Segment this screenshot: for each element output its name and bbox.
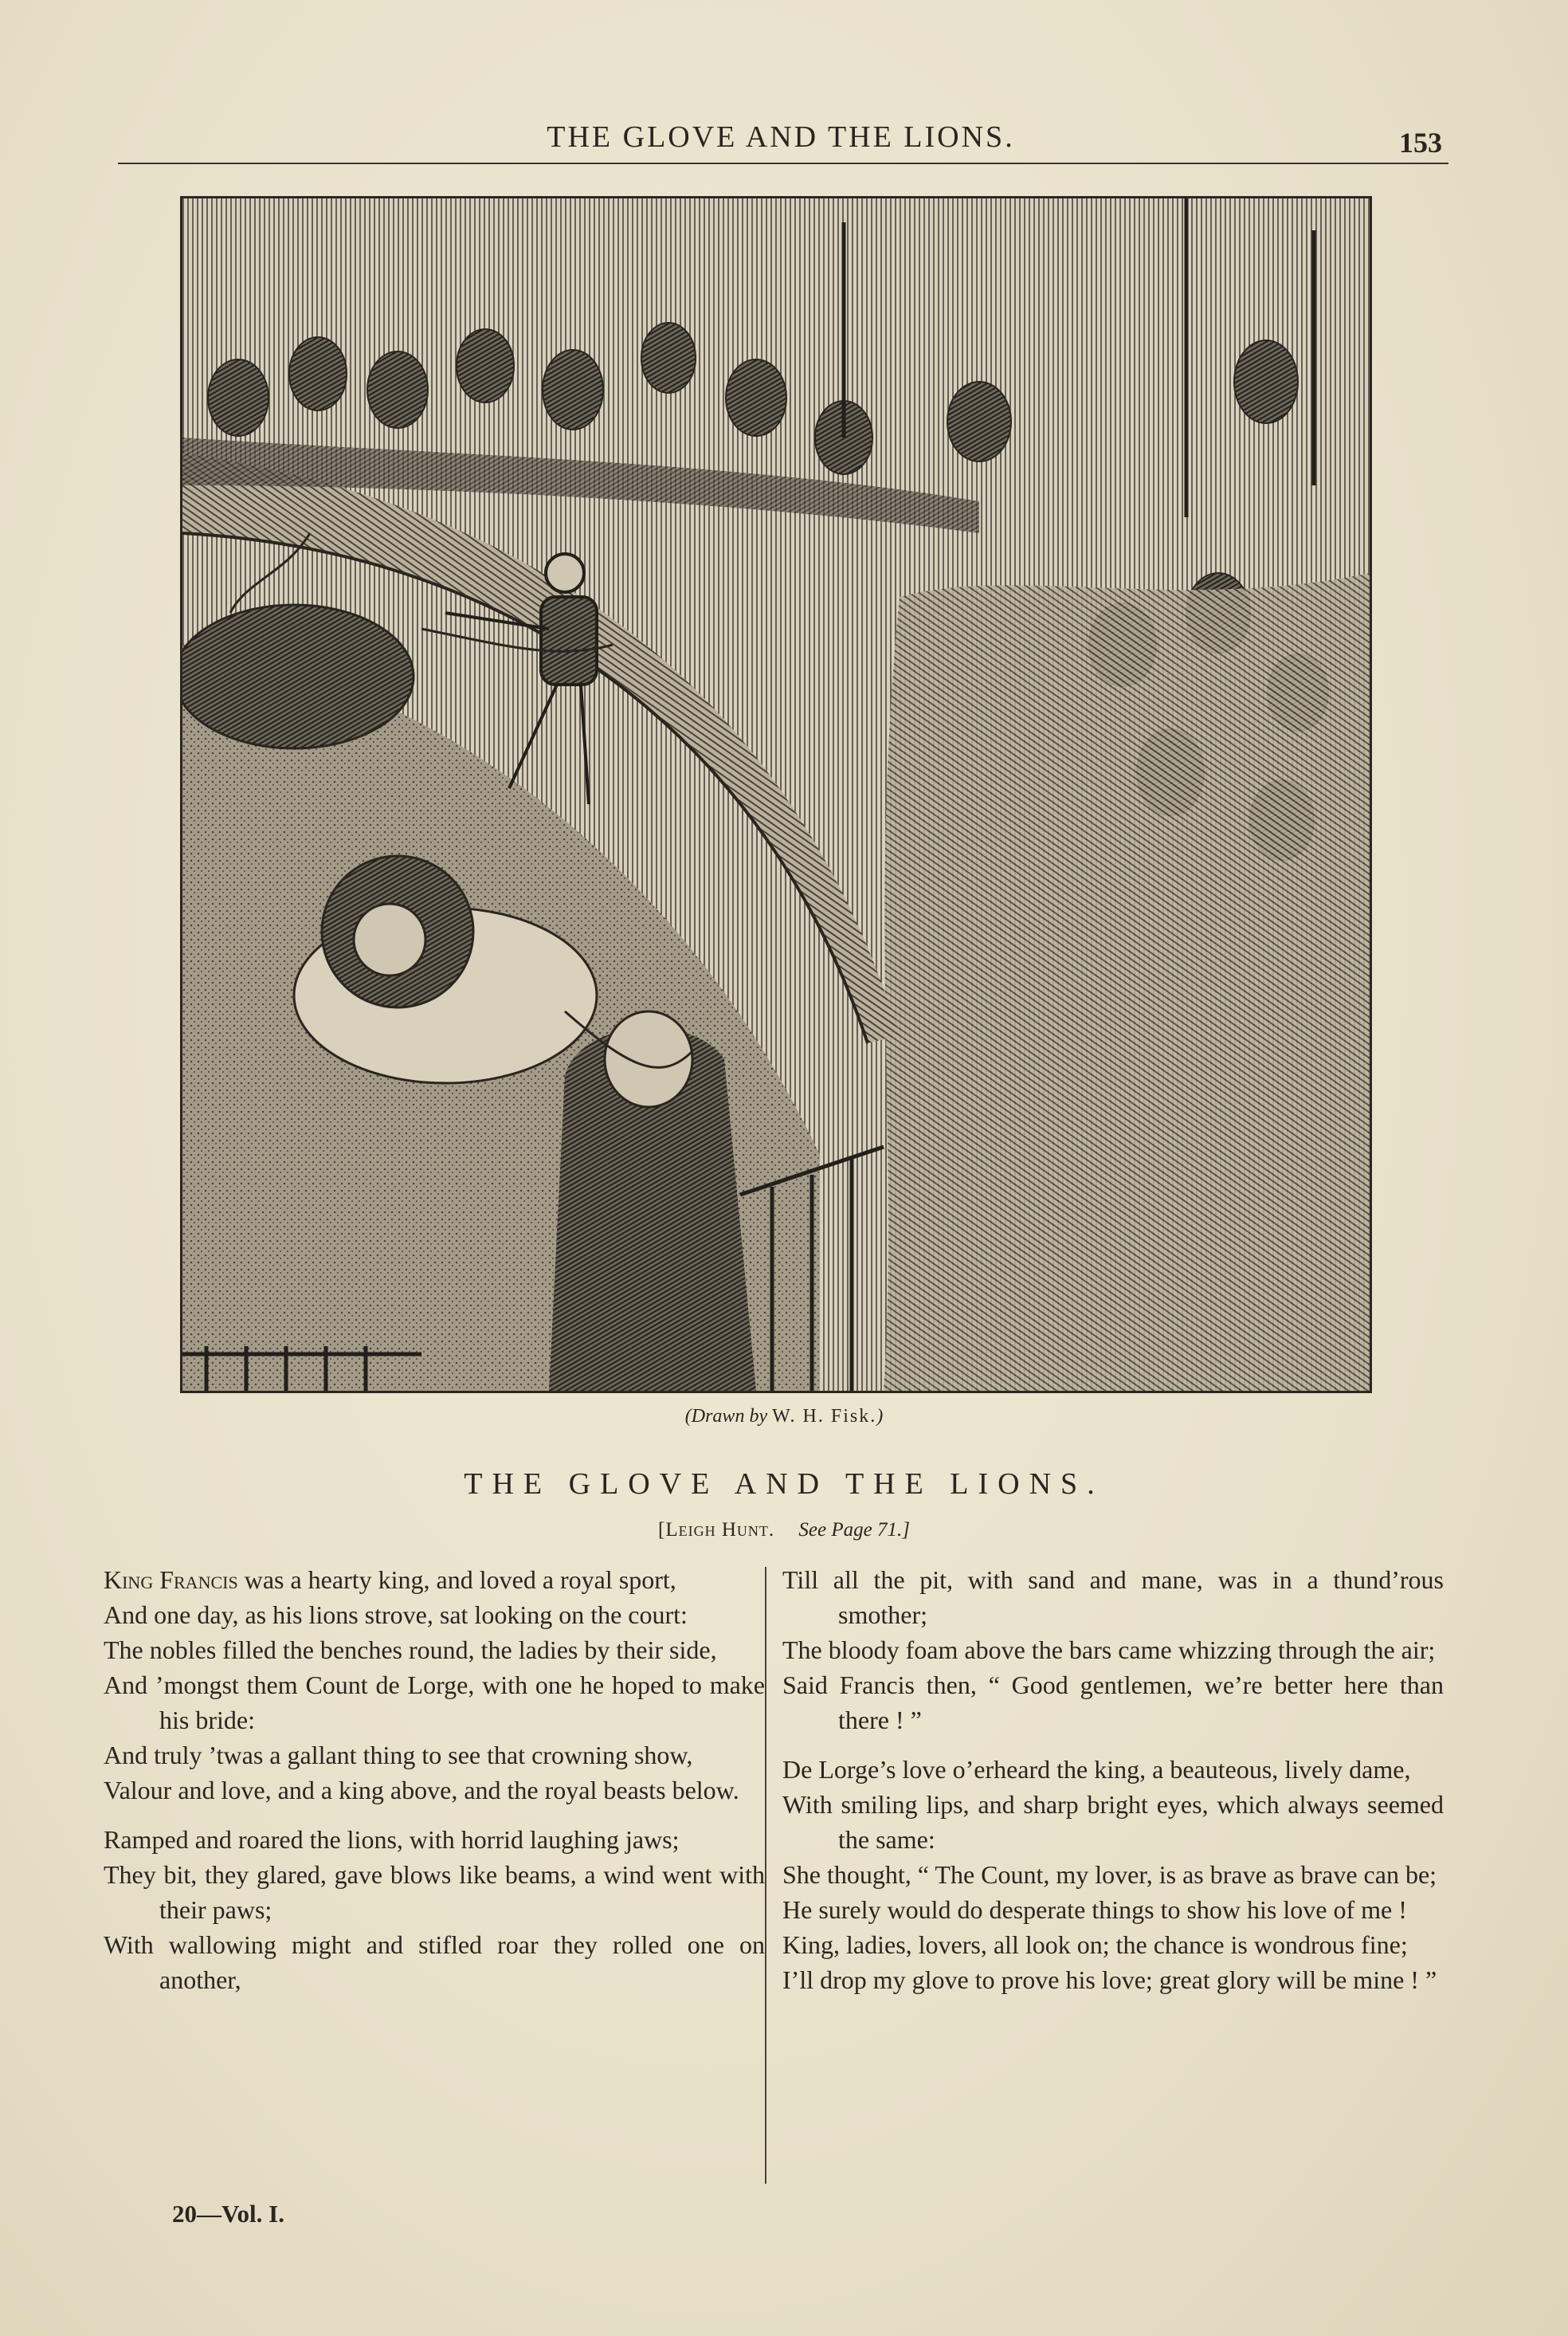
stanza [104,1562,765,1808]
page-number: 153 [1399,127,1442,159]
poem-opening-words: King Francis [104,1565,238,1594]
caption-prefix: (Drawn by [684,1406,768,1427]
poem-line: I’ll drop my glove to prove his love; great glory will be mine ! ” [782,1965,1437,1994]
caption-artist: W. H. Fisk. [772,1406,877,1427]
poem-line: Ramped and roared the lions, with horrid laughing jaws; [104,1825,680,1854]
poem-line: He surely would do desperate things to show his love of me ! [782,1895,1407,1924]
poem-author: [Leigh Hunt. [658,1519,775,1541]
poem-line: Till all the pit, with sand and mane, was in a thund’rous smother; [782,1565,1444,1629]
poem-line: And ’mongst them Count de Lorge, with one he hoped to make his bride: [104,1671,765,1734]
poem-line: She thought, “ The Count, my lover, is as brave as brave can be; [782,1860,1437,1889]
header-rule [118,163,1448,164]
printer-signature: 20—Vol. I. [172,2200,284,2228]
poem-left-column [104,1562,765,2012]
poem-line: With smiling lips, and sharp bright eyes, which always seemed the same: [782,1790,1444,1854]
engraving-drawing [182,198,1370,1391]
stanza [104,1822,765,1997]
poem-line: With wallowing might and stifled roar they rolled one on another, [104,1930,765,1994]
poem-line: Valour and love, and a king above, and the royal beasts below. [104,1776,739,1804]
poem-line: And one day, as his lions strove, sat looking on the court: [104,1600,688,1629]
poem-right-column [782,1562,1444,2012]
column-divider [765,1567,766,2184]
caption-suffix: ) [876,1406,884,1427]
poem-line: And truly ’twas a gallant thing to see that crowning show, [104,1741,693,1769]
stanza [782,1562,1444,1737]
poem-attribution [0,1519,1568,1541]
illustration-caption [0,1406,1568,1427]
poem-line: The bloody foam above the bars came whizzing through the air; [782,1635,1436,1664]
stanza [782,1752,1444,1997]
poem-line: King, ladies, lovers, all look on; the chance is wondrous fine; [782,1930,1408,1959]
poem-title: THE GLOVE AND THE LIONS. [464,1467,1104,1501]
poem-line: The nobles filled the benches round, the ladies by their side, [104,1635,717,1664]
engraving-illustration [180,196,1372,1393]
poem-line: King Francis was a hearty king, and loved a royal sport, [104,1565,676,1594]
poem-line: De Lorge’s love o’erheard the king, a beauteous, lively dame, [782,1755,1411,1784]
running-head [120,120,1442,164]
running-title: THE GLOVE AND THE LIONS. [547,120,1015,154]
poem-page-reference: See Page 71.] [798,1519,910,1541]
poem-line: Said Francis then, “ Good gentlemen, we’re better here than there ! ” [782,1671,1444,1734]
poem-line: They bit, they glared, gave blows like beams, a wind went with their paws; [104,1860,765,1924]
